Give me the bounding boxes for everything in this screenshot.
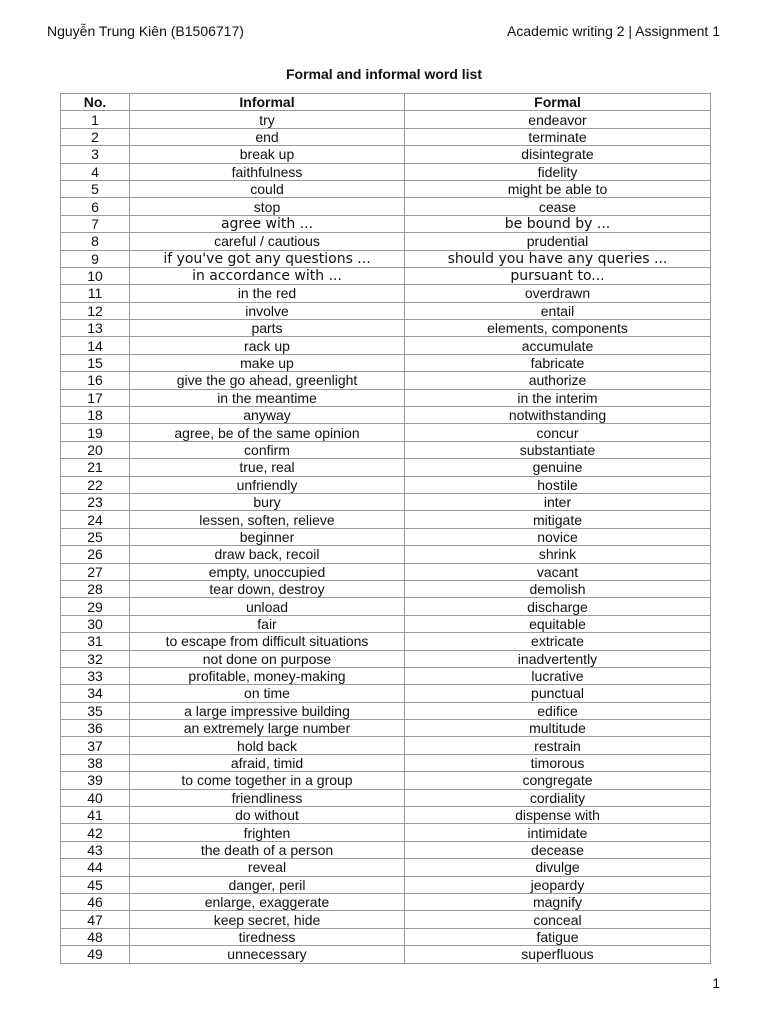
table-row [61,789,711,806]
cell-informal: parts [130,320,405,337]
cell-no: 10 [61,267,130,284]
cell-formal: terminate [405,128,711,145]
table-row [61,302,711,319]
cell-no: 1 [61,111,130,128]
cell-no: 30 [61,615,130,632]
cell-informal: reveal [130,859,405,876]
cell-formal: equitable [405,615,711,632]
table-row [61,354,711,371]
table-row [61,459,711,476]
cell-informal: in the red [130,285,405,302]
cell-no: 46 [61,893,130,910]
cell-no: 39 [61,772,130,789]
cell-informal: lessen, soften, relieve [130,511,405,528]
table-row [61,372,711,389]
cell-formal: punctual [405,685,711,702]
cell-informal: on time [130,685,405,702]
cell-no: 38 [61,754,130,771]
cell-formal: timorous [405,754,711,771]
cell-informal: in the meantime [130,389,405,406]
cell-no: 8 [61,233,130,250]
table-row [61,441,711,458]
cell-formal: superfluous [405,946,711,963]
cell-no: 24 [61,511,130,528]
cell-formal: should you have any queries ... [405,250,711,267]
cell-formal: prudential [405,233,711,250]
cell-formal: extricate [405,633,711,650]
cell-informal: a large impressive building [130,702,405,719]
table-row [61,772,711,789]
cell-no: 28 [61,580,130,597]
table-row [61,650,711,667]
cell-formal: substantiate [405,441,711,458]
cell-informal: empty, unoccupied [130,563,405,580]
cell-formal: inter [405,493,711,510]
table-row [61,215,711,232]
cell-formal: lucrative [405,667,711,684]
table-row [61,180,711,197]
table-row [61,824,711,841]
cell-informal: unfriendly [130,476,405,493]
cell-formal: congregate [405,772,711,789]
table-row [61,720,711,737]
cell-formal: cordiality [405,789,711,806]
cell-informal: profitable, money-making [130,667,405,684]
table-row [61,807,711,824]
cell-formal: dispense with [405,807,711,824]
table-row [61,633,711,650]
cell-formal: genuine [405,459,711,476]
cell-informal: beginner [130,528,405,545]
cell-formal: novice [405,528,711,545]
table-row [61,667,711,684]
cell-informal: unnecessary [130,946,405,963]
cell-no: 7 [61,215,130,232]
cell-formal: inadvertently [405,650,711,667]
cell-informal: tear down, destroy [130,580,405,597]
cell-informal: involve [130,302,405,319]
word-list-table [60,93,711,964]
cell-informal: danger, peril [130,876,405,893]
cell-formal: entail [405,302,711,319]
table-row [61,859,711,876]
cell-no: 40 [61,789,130,806]
table-row [61,285,711,302]
cell-no: 44 [61,859,130,876]
cell-no: 22 [61,476,130,493]
table-header-row [61,94,711,111]
table-row [61,476,711,493]
cell-formal: edifice [405,702,711,719]
cell-no: 45 [61,876,130,893]
table-row [61,841,711,858]
table-row [61,528,711,545]
cell-formal: jeopardy [405,876,711,893]
cell-formal: restrain [405,737,711,754]
cell-informal: afraid, timid [130,754,405,771]
cell-formal: demolish [405,580,711,597]
cell-formal: intimidate [405,824,711,841]
cell-informal: bury [130,493,405,510]
cell-no: 2 [61,128,130,145]
cell-formal: shrink [405,546,711,563]
cell-formal: cease [405,198,711,215]
cell-no: 43 [61,841,130,858]
cell-informal: break up [130,146,405,163]
cell-informal: the death of a person [130,841,405,858]
cell-no: 6 [61,198,130,215]
cell-informal: draw back, recoil [130,546,405,563]
cell-no: 17 [61,389,130,406]
cell-informal: could [130,180,405,197]
cell-no: 35 [61,702,130,719]
table-row [61,128,711,145]
cell-formal: divulge [405,859,711,876]
cell-formal: magnify [405,893,711,910]
table-row [61,407,711,424]
table-row [61,233,711,250]
table-row [61,615,711,632]
cell-formal: pursuant to... [405,267,711,284]
cell-informal: to come together in a group [130,772,405,789]
cell-informal: end [130,128,405,145]
cell-no: 5 [61,180,130,197]
cell-no: 16 [61,372,130,389]
table-row [61,146,711,163]
cell-no: 19 [61,424,130,441]
cell-informal: agree, be of the same opinion [130,424,405,441]
cell-formal: conceal [405,911,711,928]
cell-informal: confirm [130,441,405,458]
cell-no: 9 [61,250,130,267]
cell-no: 11 [61,285,130,302]
table-row [61,493,711,510]
cell-formal: fabricate [405,354,711,371]
table-row [61,111,711,128]
cell-informal: anyway [130,407,405,424]
cell-informal: true, real [130,459,405,476]
cell-informal: in accordance with ... [130,267,405,284]
cell-no: 33 [61,667,130,684]
cell-no: 15 [61,354,130,371]
cell-no: 25 [61,528,130,545]
cell-formal: concur [405,424,711,441]
cell-formal: elements, components [405,320,711,337]
cell-no: 32 [61,650,130,667]
cell-informal: keep secret, hide [130,911,405,928]
cell-informal: friendliness [130,789,405,806]
cell-no: 31 [61,633,130,650]
cell-informal: do without [130,807,405,824]
cell-no: 18 [61,407,130,424]
cell-formal: endeavor [405,111,711,128]
cell-no: 20 [61,441,130,458]
table-row [61,198,711,215]
table-row [61,876,711,893]
header-course: Academic writing 2 | Assignment 1 [507,23,720,39]
cell-no: 34 [61,685,130,702]
cell-informal: stop [130,198,405,215]
cell-no: 21 [61,459,130,476]
cell-no: 23 [61,493,130,510]
cell-no: 26 [61,546,130,563]
cell-formal: fatigue [405,928,711,945]
cell-no: 13 [61,320,130,337]
document-title: Formal and informal word list [285,66,483,82]
column-header-no: No. [61,94,130,111]
cell-formal: overdrawn [405,285,711,302]
cell-informal: an extremely large number [130,720,405,737]
cell-formal: vacant [405,563,711,580]
table-row [61,911,711,928]
cell-formal: decease [405,841,711,858]
table-row [61,946,711,963]
cell-no: 49 [61,946,130,963]
table-row [61,737,711,754]
cell-formal: accumulate [405,337,711,354]
table-row [61,685,711,702]
cell-formal: be bound by ... [405,215,711,232]
cell-formal: mitigate [405,511,711,528]
table-row [61,754,711,771]
cell-informal: frighten [130,824,405,841]
cell-formal: notwithstanding [405,407,711,424]
cell-informal: tiredness [130,928,405,945]
column-header-formal: Formal [405,94,711,111]
cell-formal: fidelity [405,163,711,180]
cell-informal: give the go ahead, greenlight [130,372,405,389]
cell-informal: enlarge, exaggerate [130,893,405,910]
table-body [61,111,711,963]
page-number: 1 [712,975,720,991]
cell-informal: not done on purpose [130,650,405,667]
cell-no: 41 [61,807,130,824]
column-header-informal: Informal [130,94,405,111]
cell-informal: agree with ... [130,215,405,232]
cell-informal: careful / cautious [130,233,405,250]
table-row [61,928,711,945]
table-row [61,163,711,180]
table-row [61,598,711,615]
cell-no: 14 [61,337,130,354]
table-row [61,580,711,597]
table-row [61,389,711,406]
cell-informal: make up [130,354,405,371]
table-row [61,702,711,719]
cell-formal: hostile [405,476,711,493]
table-row [61,511,711,528]
table-row [61,893,711,910]
cell-informal: fair [130,615,405,632]
table-row [61,320,711,337]
cell-formal: authorize [405,372,711,389]
header-author: Nguyễn Trung Kiên (B1506717) [47,23,244,39]
cell-informal: rack up [130,337,405,354]
cell-no: 48 [61,928,130,945]
cell-no: 29 [61,598,130,615]
table-row [61,424,711,441]
cell-informal: unload [130,598,405,615]
table-row [61,563,711,580]
cell-informal: try [130,111,405,128]
cell-no: 12 [61,302,130,319]
cell-informal: if you've got any questions ... [130,250,405,267]
cell-formal: discharge [405,598,711,615]
cell-formal: disintegrate [405,146,711,163]
cell-informal: to escape from difficult situations [130,633,405,650]
table-row [61,267,711,284]
table-row [61,337,711,354]
cell-no: 47 [61,911,130,928]
table-row [61,250,711,267]
cell-informal: faithfulness [130,163,405,180]
cell-no: 36 [61,720,130,737]
cell-no: 4 [61,163,130,180]
cell-formal: multitude [405,720,711,737]
cell-no: 3 [61,146,130,163]
cell-formal: in the interim [405,389,711,406]
table-row [61,546,711,563]
cell-no: 42 [61,824,130,841]
cell-informal: hold back [130,737,405,754]
cell-formal: might be able to [405,180,711,197]
cell-no: 37 [61,737,130,754]
cell-no: 27 [61,563,130,580]
